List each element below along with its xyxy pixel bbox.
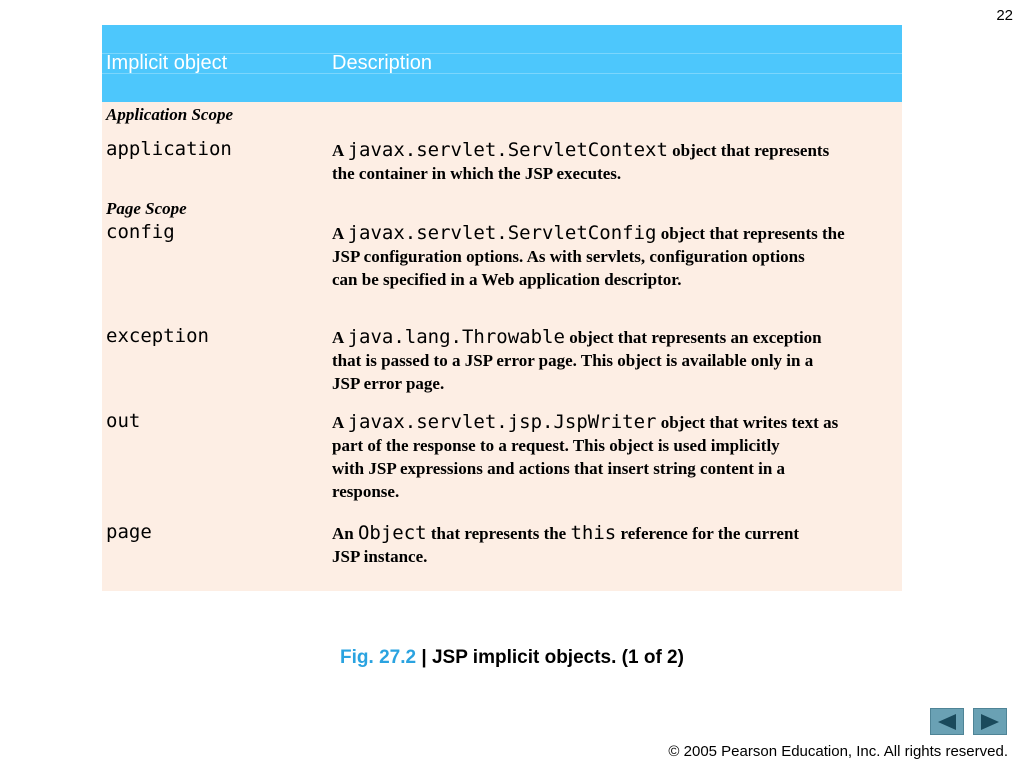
implicit-objects-table (102, 25, 902, 591)
desc-line (332, 326, 902, 349)
column-header-description: Description (332, 52, 433, 74)
desc-line: JSP instance. (332, 547, 428, 566)
desc-code: javax.servlet.ServletContext (347, 139, 668, 161)
previous-slide-button[interactable] (930, 708, 964, 735)
triangle-right-icon (979, 713, 1001, 731)
desc-text: A (332, 328, 348, 347)
desc-line: JSP configuration options. As with servlets, configuration options (332, 247, 805, 266)
description-exception (332, 326, 902, 395)
desc-line (332, 411, 902, 434)
object-name-application: application (106, 138, 232, 160)
desc-line (332, 222, 902, 245)
desc-text: An (332, 524, 358, 543)
page-number: 22 (996, 7, 1013, 24)
desc-text: object that writes text as (656, 413, 839, 432)
desc-text: that represents the (426, 524, 571, 543)
desc-code: java.lang.Throwable (347, 326, 565, 348)
desc-line: can be specified in a Web application descriptor. (332, 270, 682, 289)
triangle-left-icon (936, 713, 958, 731)
desc-line: response. (332, 482, 400, 501)
caption-separator: | (416, 647, 432, 668)
next-slide-button[interactable] (973, 708, 1007, 735)
desc-line: the container in which the JSP executes. (332, 164, 622, 183)
desc-code: Object (357, 522, 427, 544)
desc-line (332, 139, 902, 162)
table-header (102, 25, 902, 102)
desc-code: this (570, 522, 617, 544)
column-header-implicit-object: Implicit object (106, 52, 228, 74)
desc-text: reference for the current (616, 524, 800, 543)
copyright-text: 2005 Pearson Education, Inc. All rights reserved. (679, 743, 1008, 760)
copyright-icon: © (668, 743, 680, 760)
desc-code: javax.servlet.jsp.JspWriter (347, 411, 657, 433)
description-out (332, 411, 902, 503)
desc-text: A (332, 413, 348, 432)
object-name-config: config (106, 221, 175, 243)
copyright-notice (668, 743, 1008, 760)
desc-text: A (332, 141, 348, 160)
desc-line: that is passed to a JSP error page. This object is available only in a (332, 351, 814, 370)
desc-line: part of the response to a request. This object is used implicitly (332, 436, 780, 455)
description-config (332, 222, 902, 291)
figure-caption (0, 647, 1024, 669)
desc-text: object that represents the (656, 224, 845, 243)
object-name-page: page (106, 521, 152, 543)
desc-text: object that represents an exception (564, 328, 822, 347)
desc-line (332, 522, 902, 545)
figure-number: Fig. 27.2 (340, 647, 417, 668)
desc-text: object that represents (667, 141, 830, 160)
figure-title: JSP implicit objects. (1 of 2) (431, 647, 684, 668)
scope-label-application: Application Scope (106, 105, 234, 124)
desc-line: JSP error page. (332, 374, 445, 393)
description-page (332, 522, 902, 568)
desc-line: with JSP expressions and actions that insert string content in a (332, 459, 786, 478)
object-name-out: out (106, 410, 141, 432)
desc-code: javax.servlet.ServletConfig (347, 222, 657, 244)
object-name-exception: exception (106, 325, 209, 347)
description-application (332, 139, 902, 185)
desc-text: A (332, 224, 348, 243)
scope-label-page: Page Scope (106, 199, 187, 218)
